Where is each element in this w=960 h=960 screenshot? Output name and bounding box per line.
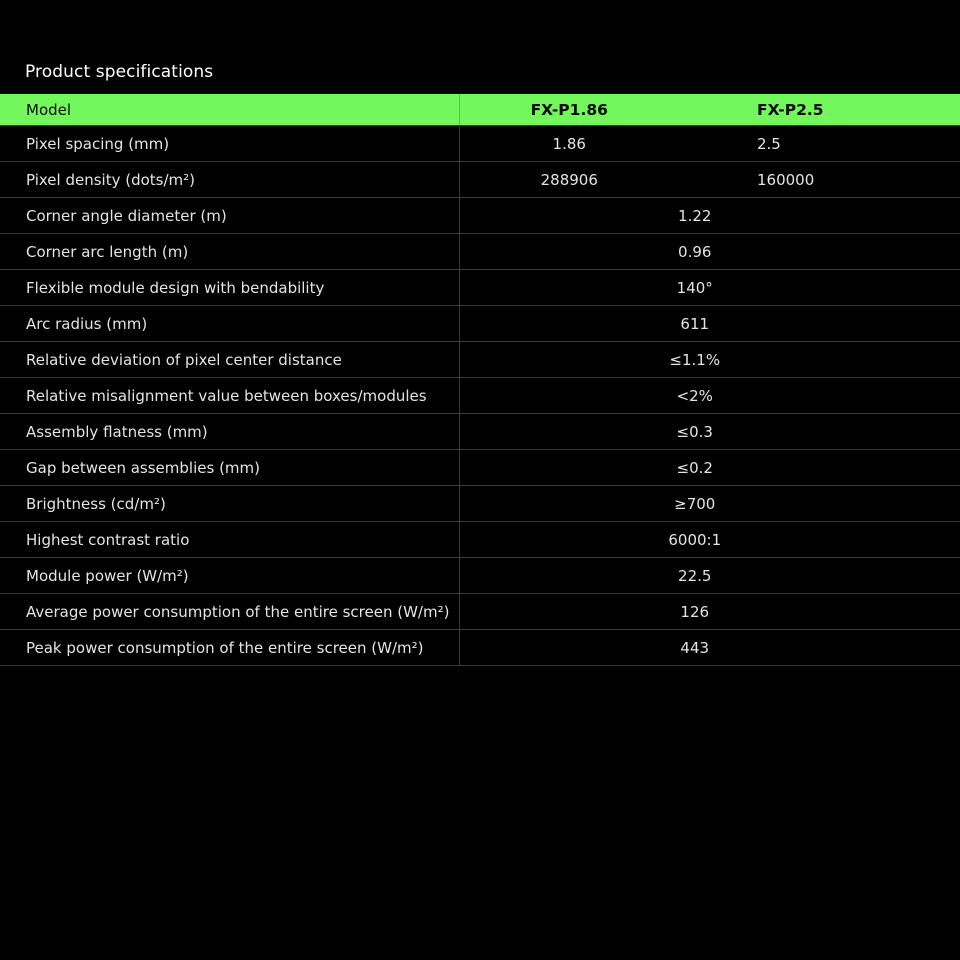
table-row [0, 522, 960, 558]
table-row [0, 630, 960, 666]
row-label: Average power consumption of the entire screen (W/m²) [0, 594, 459, 630]
row-value: 22.5 [459, 558, 960, 594]
table-row [0, 234, 960, 270]
row-value: ≤0.3 [459, 414, 960, 450]
table-row [0, 450, 960, 486]
row-value: 1.22 [459, 198, 960, 234]
row-value-fx-p2-5: 2.5 [679, 126, 960, 162]
table-row [0, 594, 960, 630]
row-value-fx-p2-5: 160000 [679, 162, 960, 198]
table-row [0, 558, 960, 594]
row-label: Arc radius (mm) [0, 306, 459, 342]
row-label: Pixel density (dots/m²) [0, 162, 459, 198]
row-value: ≤1.1% [459, 342, 960, 378]
table-row [0, 342, 960, 378]
row-value-fx-p1-86: 1.86 [459, 126, 679, 162]
row-label: Gap between assemblies (mm) [0, 450, 459, 486]
row-label: Pixel spacing (mm) [0, 126, 459, 162]
row-value: 140° [459, 270, 960, 306]
table-row [0, 414, 960, 450]
table-row [0, 486, 960, 522]
row-value: 6000:1 [459, 522, 960, 558]
row-label: Relative deviation of pixel center distance [0, 342, 459, 378]
row-label: Peak power consumption of the entire screen (W/m²) [0, 630, 459, 666]
table-row [0, 270, 960, 306]
row-value: 611 [459, 306, 960, 342]
table-row [0, 162, 960, 198]
row-value: ≤0.2 [459, 450, 960, 486]
row-label: Assembly flatness (mm) [0, 414, 459, 450]
table-row [0, 378, 960, 414]
header-label: Model [0, 94, 459, 126]
row-label: Corner angle diameter (m) [0, 198, 459, 234]
header-model-fx-p2-5: FX-P2.5 [679, 94, 960, 126]
spec-table [0, 94, 960, 666]
row-value: <2% [459, 378, 960, 414]
row-value: ≥700 [459, 486, 960, 522]
row-label: Flexible module design with bendability [0, 270, 459, 306]
row-label: Brightness (cd/m²) [0, 486, 459, 522]
row-label: Relative misalignment value between boxes/modules [0, 378, 459, 414]
row-value: 126 [459, 594, 960, 630]
row-value: 443 [459, 630, 960, 666]
table-row [0, 198, 960, 234]
row-label: Module power (W/m²) [0, 558, 459, 594]
table-row [0, 126, 960, 162]
page-title: Product specifications [25, 62, 214, 82]
table-header-row [0, 94, 960, 126]
header-model-fx-p1-86: FX-P1.86 [459, 94, 679, 126]
row-value-fx-p1-86: 288906 [459, 162, 679, 198]
row-value: 0.96 [459, 234, 960, 270]
row-label: Corner arc length (m) [0, 234, 459, 270]
table-row [0, 306, 960, 342]
row-label: Highest contrast ratio [0, 522, 459, 558]
